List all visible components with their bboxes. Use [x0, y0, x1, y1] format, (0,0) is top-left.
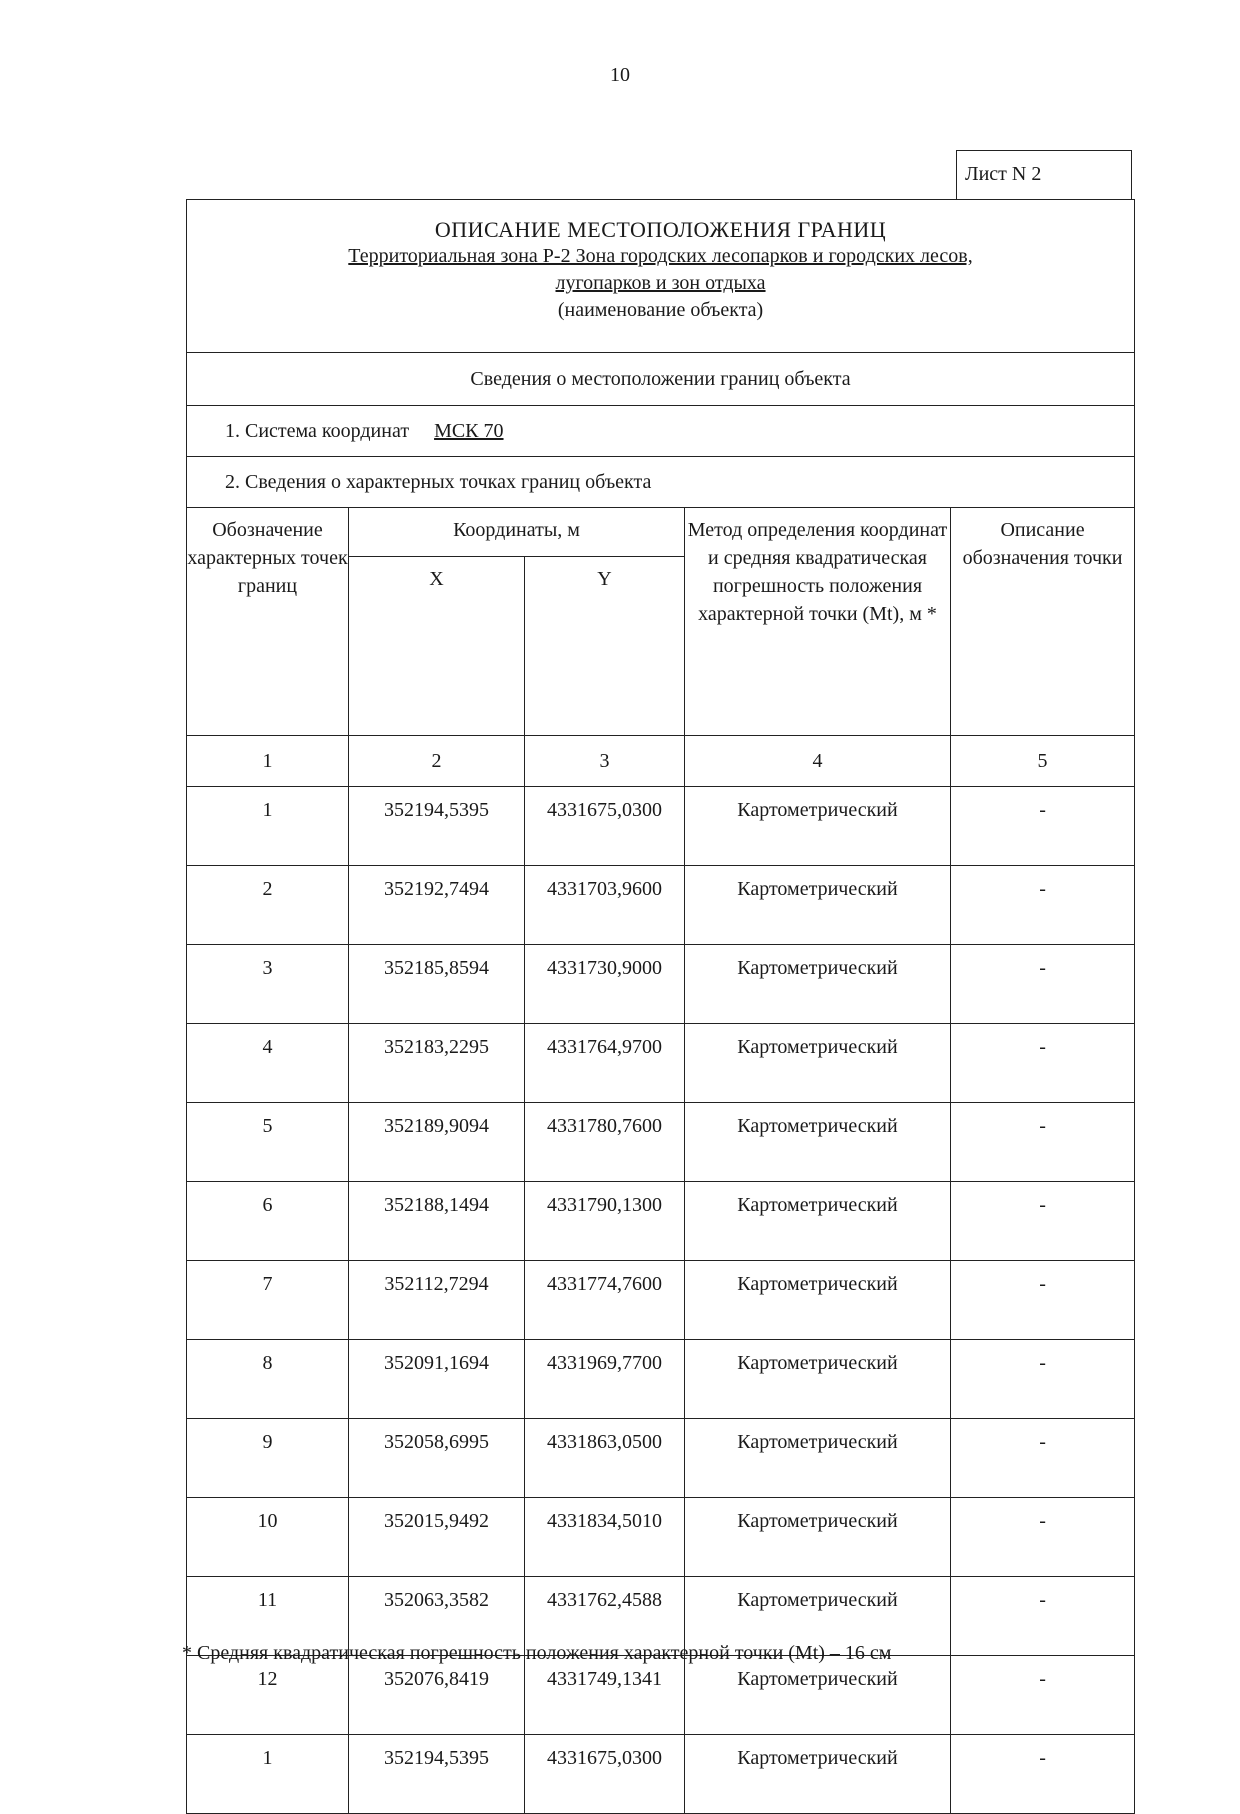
- object-name-line-1: Территориальная зона Р-2 Зона городских лесопарков и городских лесов,: [348, 245, 973, 267]
- column-number: 4: [685, 736, 951, 787]
- description-cell: -: [951, 1735, 1135, 1814]
- point-cell: 1: [187, 787, 349, 866]
- y-coordinate-cell: 4331762,4588: [525, 1577, 685, 1656]
- x-coordinate-cell: 352185,8594: [349, 945, 525, 1024]
- coordinate-system-row: [187, 406, 1135, 457]
- coordinate-system-label: 1. Система координат: [225, 419, 410, 442]
- document-title-block: [187, 200, 1135, 353]
- description-cell: -: [951, 945, 1135, 1024]
- point-cell: 4: [187, 1024, 349, 1103]
- method-cell: Картометрический: [685, 945, 951, 1024]
- column-header-method: Метод определения координат и средняя квадратическая погрешность положения характерной точки (Mt), м *: [685, 508, 951, 736]
- table-row: [187, 1261, 1135, 1340]
- table-row: [187, 1182, 1135, 1261]
- table-row: [187, 787, 1135, 866]
- x-coordinate-cell: 352194,5395: [349, 787, 525, 866]
- method-cell: Картометрический: [685, 1261, 951, 1340]
- description-cell: -: [951, 866, 1135, 945]
- method-cell: Картометрический: [685, 1656, 951, 1735]
- method-cell: Картометрический: [685, 1498, 951, 1577]
- y-coordinate-cell: 4331834,5010: [525, 1498, 685, 1577]
- page-number: 10: [610, 64, 630, 86]
- section-title: Сведения о местоположении границ объекта: [187, 353, 1135, 406]
- y-coordinate-cell: 4331774,7600: [525, 1261, 685, 1340]
- boundary-table: [186, 199, 1135, 1814]
- point-cell: 3: [187, 945, 349, 1024]
- object-name-line-2: лугопарков и зон отдыха: [555, 272, 766, 294]
- x-coordinate-cell: 352063,3582: [349, 1577, 525, 1656]
- y-coordinate-cell: 4331730,9000: [525, 945, 685, 1024]
- method-cell: Картометрический: [685, 1735, 951, 1814]
- column-header-coordinates: Координаты, м: [349, 508, 685, 557]
- column-header-x: X: [349, 557, 525, 736]
- column-number-row: [187, 736, 1135, 787]
- method-cell: Картометрический: [685, 866, 951, 945]
- point-cell: 6: [187, 1182, 349, 1261]
- y-coordinate-cell: 4331780,7600: [525, 1103, 685, 1182]
- object-name-caption: (наименование объекта): [557, 299, 764, 321]
- method-cell: Картометрический: [685, 1182, 951, 1261]
- column-number: 2: [349, 736, 525, 787]
- table-row: [187, 1024, 1135, 1103]
- point-cell: 7: [187, 1261, 349, 1340]
- table-row: [187, 1419, 1135, 1498]
- point-cell: 11: [187, 1577, 349, 1656]
- point-cell: 10: [187, 1498, 349, 1577]
- boundary-description-document: [186, 199, 1134, 1814]
- x-coordinate-cell: 352192,7494: [349, 866, 525, 945]
- table-row: [187, 1340, 1135, 1419]
- x-coordinate-cell: 352183,2295: [349, 1024, 525, 1103]
- x-coordinate-cell: 352076,8419: [349, 1656, 525, 1735]
- method-cell: Картометрический: [685, 1577, 951, 1656]
- column-number: 3: [525, 736, 685, 787]
- y-coordinate-cell: 4331703,9600: [525, 866, 685, 945]
- x-coordinate-cell: 352194,5395: [349, 1735, 525, 1814]
- x-coordinate-cell: 352188,1494: [349, 1182, 525, 1261]
- document-title: ОПИСАНИЕ МЕСТОПОЛОЖЕНИЯ ГРАНИЦ: [434, 217, 887, 242]
- y-coordinate-cell: 4331675,0300: [525, 1735, 685, 1814]
- x-coordinate-cell: 352015,9492: [349, 1498, 525, 1577]
- description-cell: -: [951, 787, 1135, 866]
- point-cell: 12: [187, 1656, 349, 1735]
- points-heading: 2. Сведения о характерных точках границ объекта: [187, 457, 1135, 508]
- table-row: [187, 1656, 1135, 1735]
- x-coordinate-cell: 352058,6995: [349, 1419, 525, 1498]
- y-coordinate-cell: 4331969,7700: [525, 1340, 685, 1419]
- description-cell: -: [951, 1182, 1135, 1261]
- column-header-description: Описание обозначения точки: [951, 508, 1135, 736]
- x-coordinate-cell: 352091,1694: [349, 1340, 525, 1419]
- table-row: [187, 1735, 1135, 1814]
- description-cell: -: [951, 1340, 1135, 1419]
- y-coordinate-cell: 4331790,1300: [525, 1182, 685, 1261]
- point-cell: 1: [187, 1735, 349, 1814]
- description-cell: -: [951, 1419, 1135, 1498]
- table-row: [187, 1103, 1135, 1182]
- method-cell: Картометрический: [685, 1024, 951, 1103]
- point-cell: 8: [187, 1340, 349, 1419]
- method-cell: Картометрический: [685, 787, 951, 866]
- footnote: * Средняя квадратическая погрешность положения характерной точки (Mt) – 16 см: [182, 1642, 892, 1664]
- method-cell: Картометрический: [685, 1419, 951, 1498]
- point-cell: 9: [187, 1419, 349, 1498]
- column-number: 1: [187, 736, 349, 787]
- coordinate-system-value: МСК 70: [434, 419, 504, 442]
- x-coordinate-cell: 352112,7294: [349, 1261, 525, 1340]
- y-coordinate-cell: 4331675,0300: [525, 787, 685, 866]
- description-cell: -: [951, 1103, 1135, 1182]
- description-cell: -: [951, 1498, 1135, 1577]
- y-coordinate-cell: 4331749,1341: [525, 1656, 685, 1735]
- sheet-label: Лист N 2: [956, 150, 1132, 200]
- description-cell: -: [951, 1577, 1135, 1656]
- column-number: 5: [951, 736, 1135, 787]
- column-header-y: Y: [525, 557, 685, 736]
- table-row: [187, 1498, 1135, 1577]
- point-cell: 5: [187, 1103, 349, 1182]
- table-row: [187, 866, 1135, 945]
- method-cell: Картометрический: [685, 1340, 951, 1419]
- description-cell: -: [951, 1656, 1135, 1735]
- description-cell: -: [951, 1024, 1135, 1103]
- table-row: [187, 945, 1135, 1024]
- y-coordinate-cell: 4331863,0500: [525, 1419, 685, 1498]
- description-cell: -: [951, 1261, 1135, 1340]
- point-cell: 2: [187, 866, 349, 945]
- y-coordinate-cell: 4331764,9700: [525, 1024, 685, 1103]
- x-coordinate-cell: 352189,9094: [349, 1103, 525, 1182]
- column-header-designation: Обозначение характерных точек границ: [187, 508, 349, 736]
- method-cell: Картометрический: [685, 1103, 951, 1182]
